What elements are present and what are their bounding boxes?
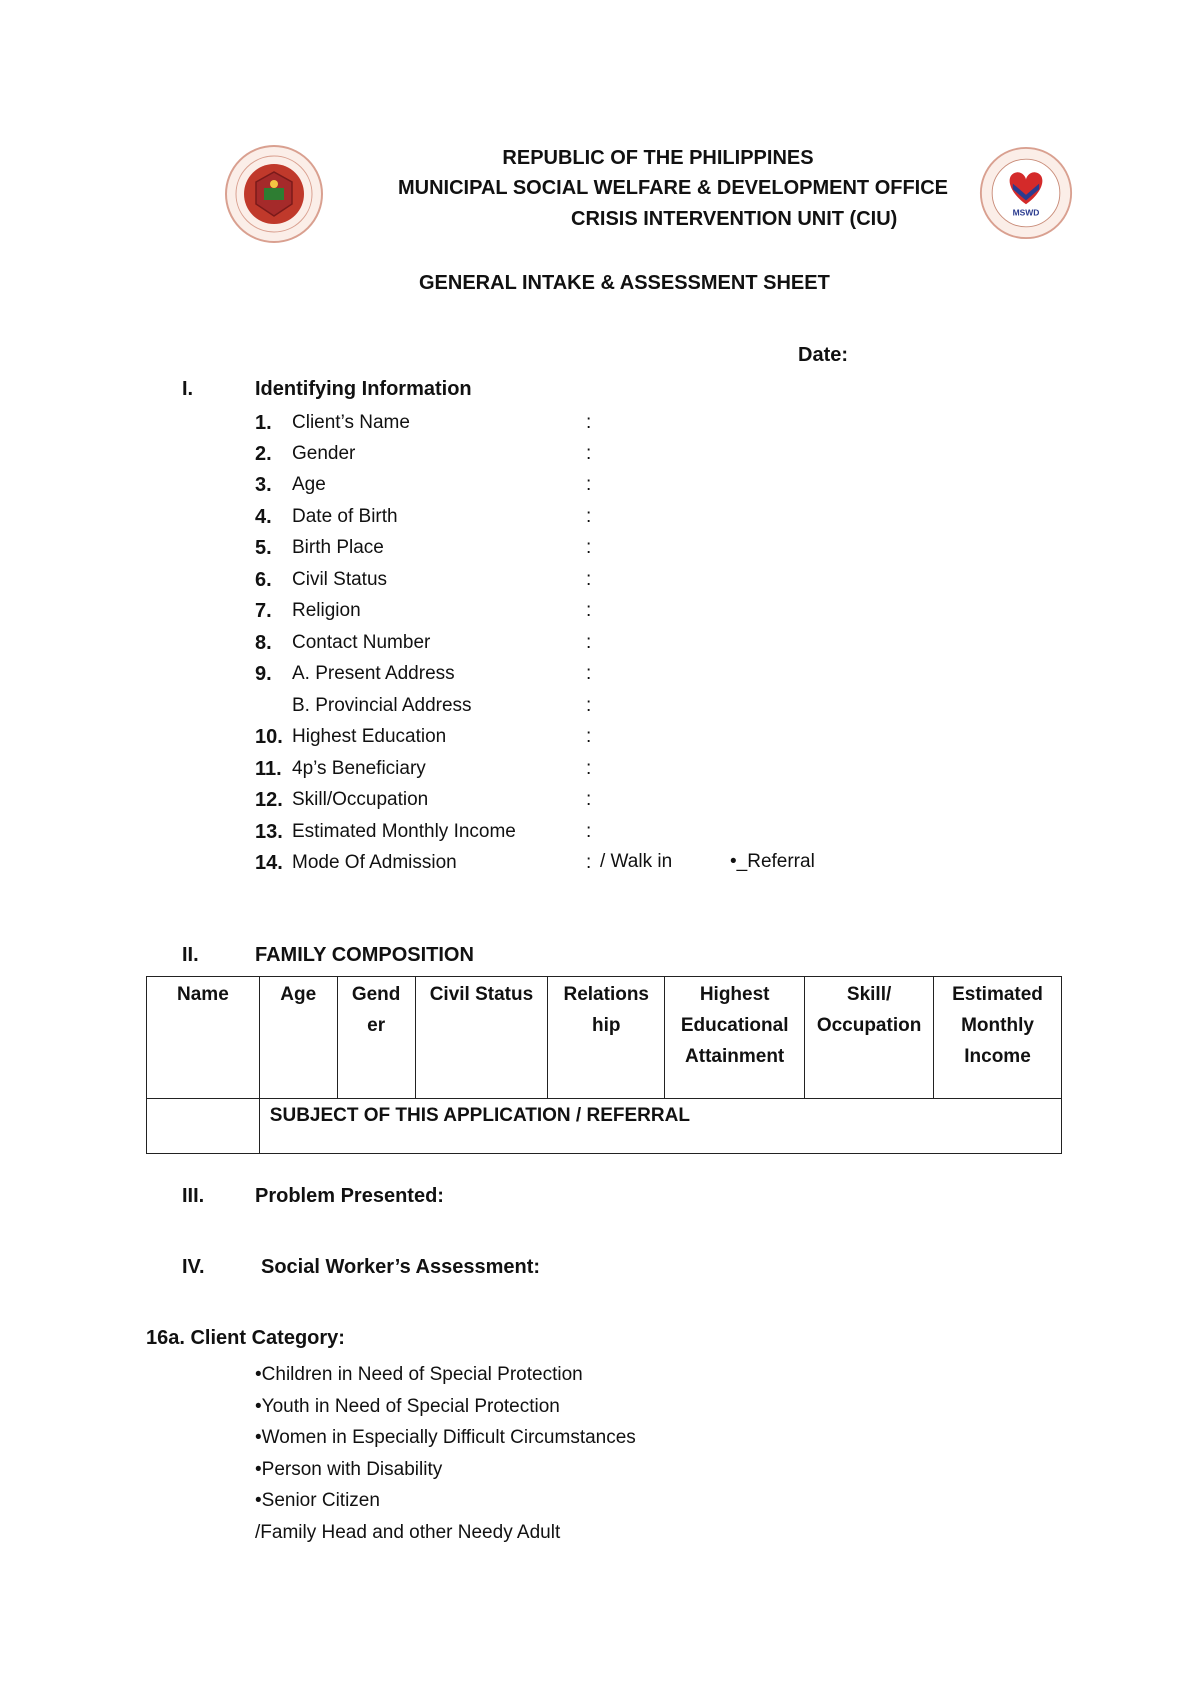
category-option[interactable]: •Youth in Need of Special Protection xyxy=(255,1396,560,1417)
item-number: 11. xyxy=(255,758,282,780)
subject-name-cell[interactable] xyxy=(147,1099,260,1154)
client-category-title: 16a. Client Category: xyxy=(146,1327,345,1349)
family-composition-table xyxy=(146,976,1062,1154)
section3-numeral: III. xyxy=(182,1185,205,1207)
item-number: 8. xyxy=(255,632,272,654)
date-label: Date: xyxy=(798,344,849,366)
item-colon: : xyxy=(586,726,592,747)
form-title: GENERAL INTAKE & ASSESSMENT SHEET xyxy=(419,272,830,294)
item-colon: : xyxy=(586,758,592,779)
item-label: Skill/Occupation xyxy=(292,789,429,810)
item-label: B. Provincial Address xyxy=(292,695,472,716)
item-label: Civil Status xyxy=(292,569,388,590)
category-option[interactable]: •Children in Need of Special Protection xyxy=(255,1364,583,1385)
category-option[interactable]: •Senior Citizen xyxy=(255,1490,380,1511)
column-header: Highest Educational Attainment xyxy=(665,977,805,1099)
category-option[interactable]: •Women in Especially Difficult Circumstances xyxy=(255,1427,636,1448)
category-option[interactable]: •Person with Disability xyxy=(255,1459,443,1480)
item-colon: : xyxy=(586,695,592,716)
item-colon: : xyxy=(586,506,592,527)
item-number: 5. xyxy=(255,537,272,559)
section1-numeral: I. xyxy=(182,378,194,400)
item-colon: : xyxy=(586,474,592,495)
item-colon: : xyxy=(586,789,592,810)
item-colon: : xyxy=(586,537,592,558)
item-number: 7. xyxy=(255,600,272,622)
item-colon: : xyxy=(586,569,592,590)
item-label: Highest Education xyxy=(292,726,447,747)
admission-referral-option[interactable]: •_Referral xyxy=(730,851,815,872)
item-label: Date of Birth xyxy=(292,506,398,527)
subject-row-label: SUBJECT OF THIS APPLICATION / REFERRAL xyxy=(259,1099,1061,1154)
item-label: A. Present Address xyxy=(292,663,455,684)
section4-title: Social Worker’s Assessment: xyxy=(261,1256,541,1278)
item-colon: : xyxy=(586,852,592,873)
item-label: Contact Number xyxy=(292,632,431,653)
item-number: 3. xyxy=(255,474,272,496)
header-republic: REPUBLIC OF THE PHILIPPINES xyxy=(502,147,814,169)
item-label: Gender xyxy=(292,443,356,464)
item-label: Mode Of Admission xyxy=(292,852,457,873)
table-row xyxy=(147,1099,1062,1154)
item-label: 4p’s Beneficiary xyxy=(292,758,426,779)
column-header: Relations hip xyxy=(548,977,665,1099)
section4-numeral: IV. xyxy=(182,1256,205,1278)
column-header: Estimated Monthly Income xyxy=(934,977,1062,1099)
section2-numeral: II. xyxy=(182,944,199,966)
item-number: 13. xyxy=(255,821,283,843)
item-number: 2. xyxy=(255,443,272,465)
mswd-seal-logo xyxy=(977,146,1075,240)
section3-title: Problem Presented: xyxy=(255,1185,444,1207)
column-header: Gend er xyxy=(337,977,415,1099)
item-colon: : xyxy=(586,821,592,842)
item-colon: : xyxy=(586,663,592,684)
item-label: Estimated Monthly Income xyxy=(292,821,516,842)
header-unit: CRISIS INTERVENTION UNIT (CIU) xyxy=(571,208,898,230)
item-colon: : xyxy=(586,443,592,464)
item-number: 4. xyxy=(255,506,272,528)
item-number: 6. xyxy=(255,569,272,591)
item-number: 9. xyxy=(255,663,272,685)
column-header: Age xyxy=(259,977,337,1099)
municipal-seal-logo xyxy=(224,144,324,244)
item-number: 10. xyxy=(255,726,283,748)
item-colon: : xyxy=(586,600,592,621)
item-colon: : xyxy=(586,632,592,653)
item-label: Religion xyxy=(292,600,361,621)
column-header: Name xyxy=(147,977,260,1099)
item-number: 12. xyxy=(255,789,283,811)
admission-walkin-option[interactable]: / Walk in xyxy=(600,851,673,872)
item-number: 14. xyxy=(255,852,283,874)
category-option[interactable]: /Family Head and other Needy Adult xyxy=(255,1522,561,1543)
item-label: Age xyxy=(292,474,326,495)
column-header: Skill/ Occupation xyxy=(805,977,934,1099)
header-office: MUNICIPAL SOCIAL WELFARE & DEVELOPMENT OFFICE xyxy=(398,177,949,199)
seal-text: MSWD xyxy=(1012,207,1040,218)
column-header: Civil Status xyxy=(415,977,548,1099)
table-header-row xyxy=(147,977,1062,1099)
section2-title: FAMILY COMPOSITION xyxy=(255,944,474,966)
item-label: Client’s Name xyxy=(292,412,410,433)
section1-title: Identifying Information xyxy=(255,378,472,400)
item-colon: : xyxy=(586,412,592,433)
item-label: Birth Place xyxy=(292,537,384,558)
item-number: 1. xyxy=(255,412,272,434)
